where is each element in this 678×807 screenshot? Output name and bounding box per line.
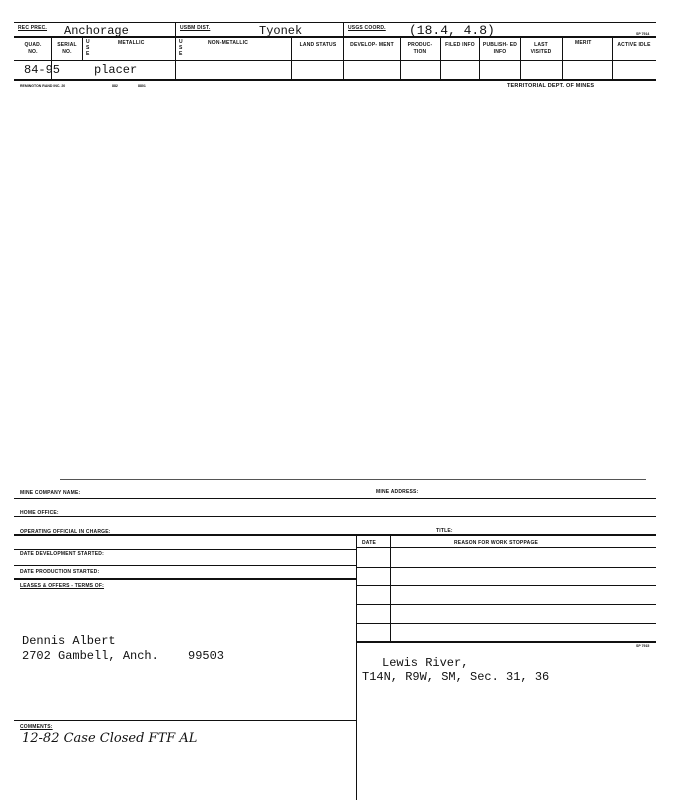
date-production-label: DATE PRODUCTION STARTED: — [20, 569, 100, 575]
vertical-divider — [356, 534, 357, 800]
card-code: 882 — [112, 84, 118, 88]
location-line-2: T14N, R9W, SM, Sec. 31, 36 — [362, 670, 550, 684]
usgs-coord-value: (18.4, 4.8) — [409, 23, 495, 38]
divider — [440, 37, 441, 79]
divider — [343, 22, 344, 80]
card-code: 8801 — [138, 84, 146, 88]
divider — [400, 37, 401, 79]
mine-address-label: MINE ADDRESS: — [376, 489, 419, 495]
card-maker-imprint: REMINGTON RAND INC. 20 — [20, 84, 66, 88]
card-edge — [60, 479, 646, 480]
row-rule — [14, 498, 656, 499]
rec-prec-value: Anchorage — [64, 24, 129, 38]
usgs-coord-label: USGS COORD. — [348, 25, 386, 31]
col-land-status: LAND STATUS — [299, 42, 337, 48]
col-production: PRODUC- TION — [407, 42, 433, 55]
owner-zip: 99503 — [188, 649, 225, 663]
mine-company-label: MINE COMPANY NAME: — [20, 490, 81, 496]
date-col-divider — [390, 534, 391, 642]
row-rule — [14, 516, 656, 517]
stoppage-rule — [357, 585, 656, 586]
column-header-rule — [14, 60, 656, 61]
col-published-info: PUBLISH- ED INFO — [482, 42, 518, 55]
owner-name: Dennis Albert — [22, 634, 116, 648]
col-merit: MERIT — [575, 40, 592, 46]
owner-address: 2702 Gambell, Anch. — [22, 649, 159, 663]
divider — [175, 22, 176, 80]
stoppage-header-rule — [357, 547, 656, 548]
col-non-metallic: NON-METALLIC — [208, 40, 249, 46]
rec-prec-label: REC PREC. — [18, 25, 48, 31]
territorial-dept-label: TERRITORIAL DEPT. OF MINES — [507, 83, 595, 89]
bottom-border — [14, 79, 656, 81]
divider — [520, 37, 521, 79]
date-column-label: DATE — [362, 540, 377, 546]
usbm-dist-value: Tyonek — [259, 24, 303, 38]
col-serial-no: SERIAL NO. — [57, 42, 77, 55]
usbm-dist-label: USBM DIST. — [180, 25, 211, 31]
col-filed-info: FILED INFO — [445, 42, 475, 48]
divider — [82, 37, 83, 60]
home-office-label: HOME OFFICE: — [20, 510, 59, 516]
divider — [479, 37, 480, 79]
col-use-nonmetallic: U S E — [179, 39, 183, 57]
col-last-visited: LAST VISITED — [530, 42, 552, 55]
stoppage-rule — [357, 604, 656, 605]
comments-handwritten: 12-82 Case Closed FTF AL — [22, 731, 198, 746]
col-use-metallic: U S E — [86, 39, 90, 57]
metallic-value: placer — [94, 63, 138, 77]
quad-serial-value: 84-95 — [24, 63, 61, 77]
col-active-idle: ACTIVE IDLE — [617, 42, 651, 48]
operating-official-label: OPERATING OFFICIAL IN CHARGE: — [20, 529, 111, 535]
row-rule — [14, 549, 356, 550]
form-number: SP 7914 — [636, 32, 650, 36]
date-development-label: DATE DEVELOPMENT STARTED: — [20, 551, 104, 557]
col-metallic: METALLIC — [118, 40, 145, 46]
comments-label: COMMENTS: — [20, 724, 53, 730]
reason-column-label: REASON FOR WORK STOPPAGE — [454, 540, 539, 546]
form-number: SP 7915 — [636, 644, 650, 648]
row-rule — [14, 578, 356, 580]
location-line-1: Lewis River, — [382, 656, 469, 670]
leases-label: LEASES & OFFERS - TERMS OF: — [20, 583, 105, 589]
row-rule — [14, 565, 356, 566]
divider — [291, 37, 292, 79]
stoppage-rule — [357, 641, 656, 643]
top-border — [14, 22, 656, 23]
col-quad-no: QUAD. NO. — [24, 42, 42, 55]
stoppage-rule — [357, 567, 656, 568]
col-development: DEVELOP- MENT — [350, 42, 394, 48]
divider — [612, 37, 613, 79]
divider — [562, 37, 563, 79]
title-label: TITLE: — [436, 528, 453, 534]
comments-rule — [14, 720, 356, 721]
stoppage-rule — [357, 623, 656, 624]
